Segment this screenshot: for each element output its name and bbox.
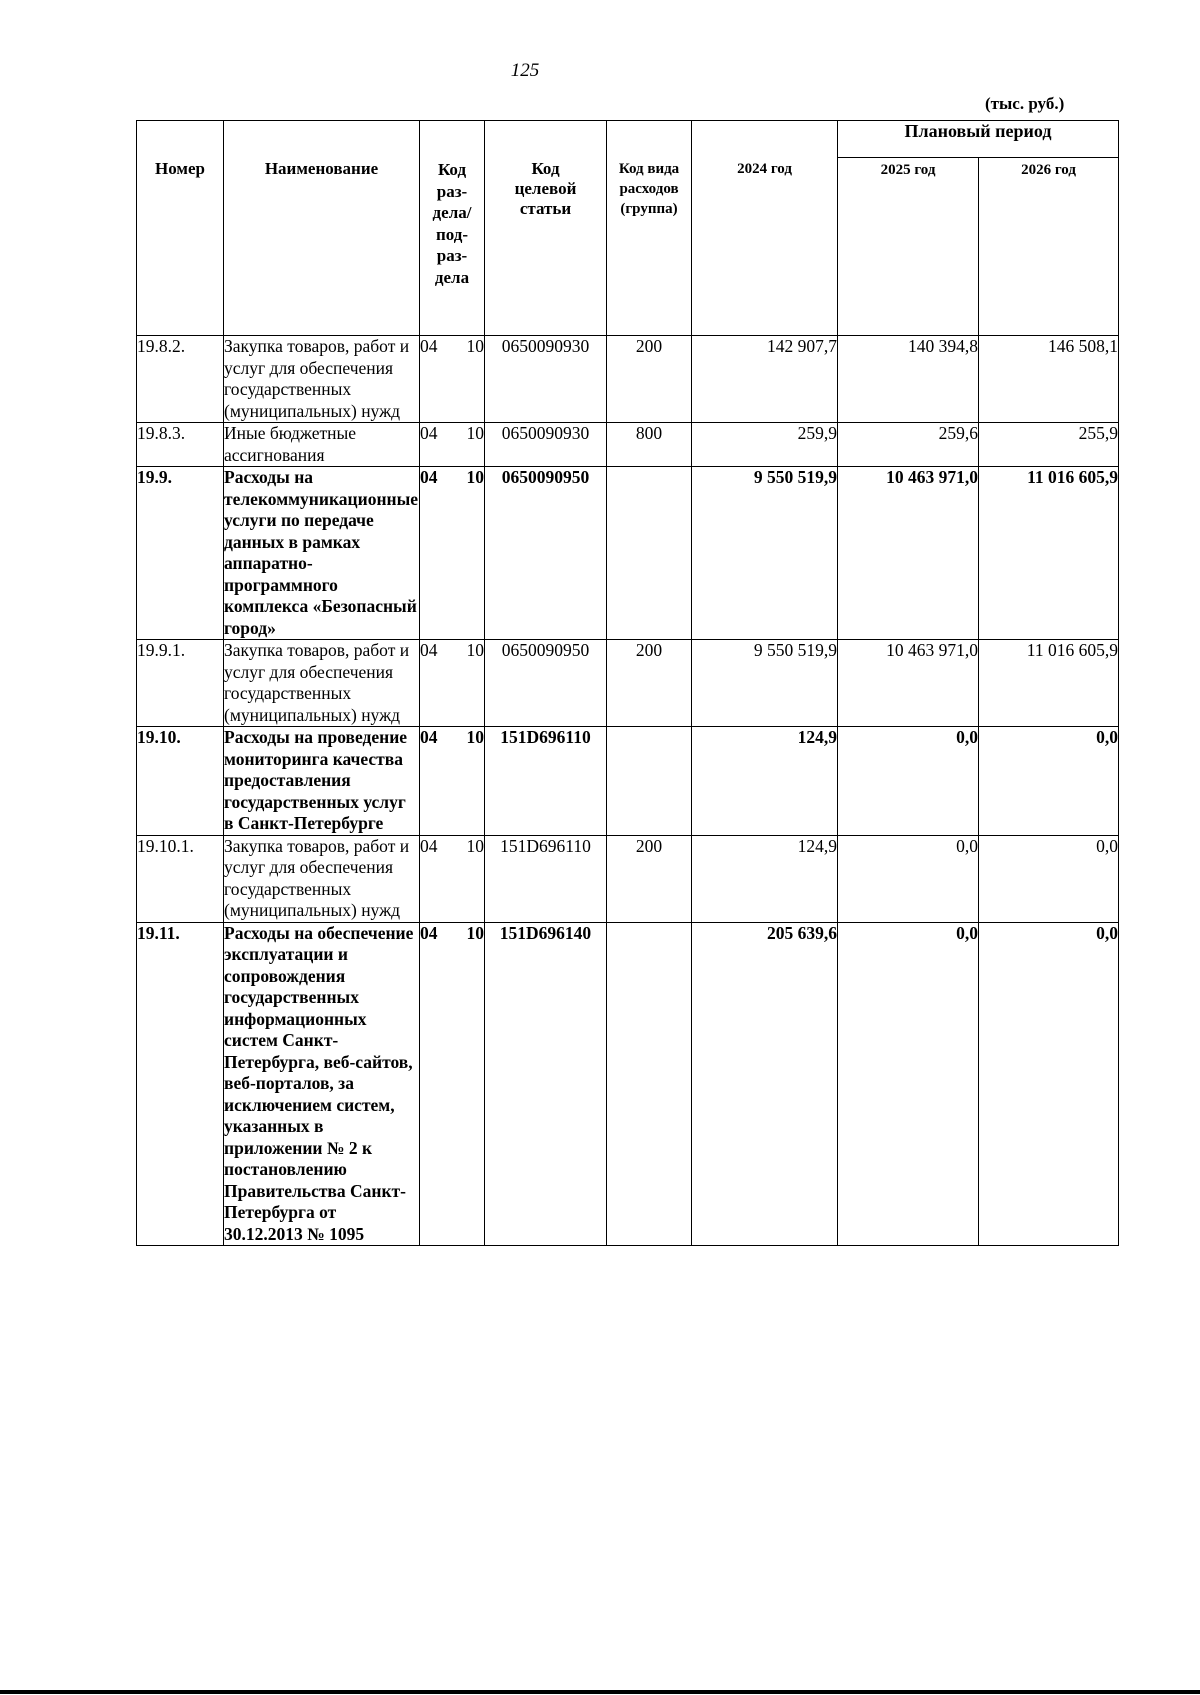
cell-section-code: 04	[420, 423, 438, 443]
cell-expense-type: 200	[607, 336, 692, 423]
header-number: Номер	[137, 121, 224, 336]
cell-number: 19.9.1.	[137, 640, 224, 727]
cell-name: Закупка товаров, работ и услуг для обеспечения государственных (муниципальных) нужд	[224, 835, 420, 922]
cell-2026: 11 016 605,9	[979, 640, 1119, 727]
header-target: Код целевой статьи	[485, 121, 607, 336]
header-name: Наименование	[224, 121, 420, 336]
cell-name: Расходы на обеспечение эксплуатации и сопровождения государственных информационных систем Санкт-Петербурга, веб-сайтов, веб-порталов, за исключением систем, указанных в приложении № 2 к постановлению Правительства Санкт-Петербурга от 30.12.2013 № 1095	[224, 922, 420, 1246]
header-expense-type: Код вида расходов (группа)	[607, 121, 692, 336]
header-2026: 2026 год	[979, 158, 1119, 336]
cell-subsection-code: 10	[466, 835, 484, 856]
cell-target: 0650090930	[485, 423, 607, 467]
cell-expense-type	[607, 467, 692, 640]
cell-expense-type	[607, 727, 692, 836]
cell-name: Закупка товаров, работ и услуг для обеспечения государственных (муниципальных) нужд	[224, 336, 420, 423]
cell-number: 19.9.	[137, 467, 224, 640]
cell-section	[420, 922, 485, 1246]
cell-subsection-code: 10	[466, 640, 484, 660]
cell-name: Иные бюджетные ассигнования	[224, 423, 420, 467]
cell-subsection-code: 10	[466, 727, 484, 747]
cell-2026: 0,0	[979, 922, 1119, 1246]
cell-section-code: 04	[420, 835, 438, 856]
table-row	[137, 727, 1119, 836]
cell-subsection-code: 10	[466, 467, 484, 487]
page-bottom-border	[0, 1690, 1200, 1694]
cell-expense-type: 200	[607, 835, 692, 922]
header-section: Код раз-дела/ под-раз-дела	[420, 121, 485, 336]
cell-2025: 0,0	[838, 727, 979, 836]
cell-section	[420, 467, 485, 640]
table-row	[137, 640, 1119, 727]
cell-section-code: 04	[420, 336, 438, 356]
cell-2025: 10 463 971,0	[838, 640, 979, 727]
cell-2025: 10 463 971,0	[838, 467, 979, 640]
table-row	[137, 423, 1119, 467]
cell-2025: 0,0	[838, 922, 979, 1246]
cell-name: Расходы на проведение мониторинга качества предоставления государственных услуг в Санкт-Петербурге	[224, 727, 420, 836]
cell-name: Закупка товаров, работ и услуг для обеспечения государственных (муниципальных) нужд	[224, 640, 420, 727]
cell-number: 19.8.2.	[137, 336, 224, 423]
cell-number: 19.10.	[137, 727, 224, 836]
cell-subsection-code: 10	[466, 922, 484, 943]
cell-2024: 205 639,6	[692, 922, 838, 1246]
cell-section	[420, 835, 485, 922]
cell-2026: 146 508,1	[979, 336, 1119, 423]
cell-section-code: 04	[420, 467, 438, 487]
cell-section-code: 04	[420, 922, 438, 943]
cell-expense-type: 800	[607, 423, 692, 467]
cell-expense-type	[607, 922, 692, 1246]
cell-2024: 259,9	[692, 423, 838, 467]
cell-target: 151D696110	[485, 835, 607, 922]
header-row-1	[137, 121, 1119, 158]
cell-number: 19.11.	[137, 922, 224, 1246]
cell-2024: 9 550 519,9	[692, 640, 838, 727]
table-row	[137, 336, 1119, 423]
cell-target: 0650090930	[485, 336, 607, 423]
cell-expense-type: 200	[607, 640, 692, 727]
cell-target: 0650090950	[485, 640, 607, 727]
cell-name: Расходы на телекоммуникационные услуги по передаче данных в рамках аппаратно-программного комплекса «Безопасный город»	[224, 467, 419, 638]
cell-target: 151D696110	[485, 727, 607, 836]
table-row	[137, 922, 1119, 1246]
cell-2025: 140 394,8	[838, 336, 979, 423]
cell-2024: 9 550 519,9	[692, 467, 838, 640]
page-number: 125	[510, 60, 540, 81]
cell-number: 19.10.1.	[137, 835, 224, 922]
cell-2026: 255,9	[979, 423, 1119, 467]
header-planning-period: Плановый период	[838, 121, 1119, 158]
cell-subsection-code: 10	[466, 423, 484, 443]
cell-2026: 0,0	[979, 727, 1119, 836]
cell-2025: 259,6	[838, 423, 979, 467]
cell-section-code: 04	[420, 727, 438, 747]
budget-table	[136, 120, 1119, 1246]
cell-section	[420, 423, 485, 467]
cell-2026: 11 016 605,9	[979, 467, 1119, 640]
cell-section	[420, 727, 485, 836]
units-label: (тыс. руб.)	[985, 94, 1065, 113]
cell-number: 19.8.3.	[137, 423, 224, 467]
table-row	[137, 467, 1119, 640]
cell-target: 0650090950	[485, 467, 607, 640]
cell-section-code: 04	[420, 640, 438, 660]
cell-2026: 0,0	[979, 835, 1119, 922]
cell-2024: 124,9	[692, 727, 838, 836]
cell-target: 151D696140	[485, 922, 607, 1246]
cell-section	[420, 640, 485, 727]
cell-section	[420, 336, 485, 423]
header-2025: 2025 год	[838, 158, 979, 336]
table-body	[137, 336, 1119, 1246]
table-row	[137, 835, 1119, 922]
header-2024: 2024 год	[692, 121, 838, 336]
cell-2025: 0,0	[838, 835, 979, 922]
cell-2024: 124,9	[692, 835, 838, 922]
cell-subsection-code: 10	[466, 336, 484, 356]
cell-2024: 142 907,7	[692, 336, 838, 423]
